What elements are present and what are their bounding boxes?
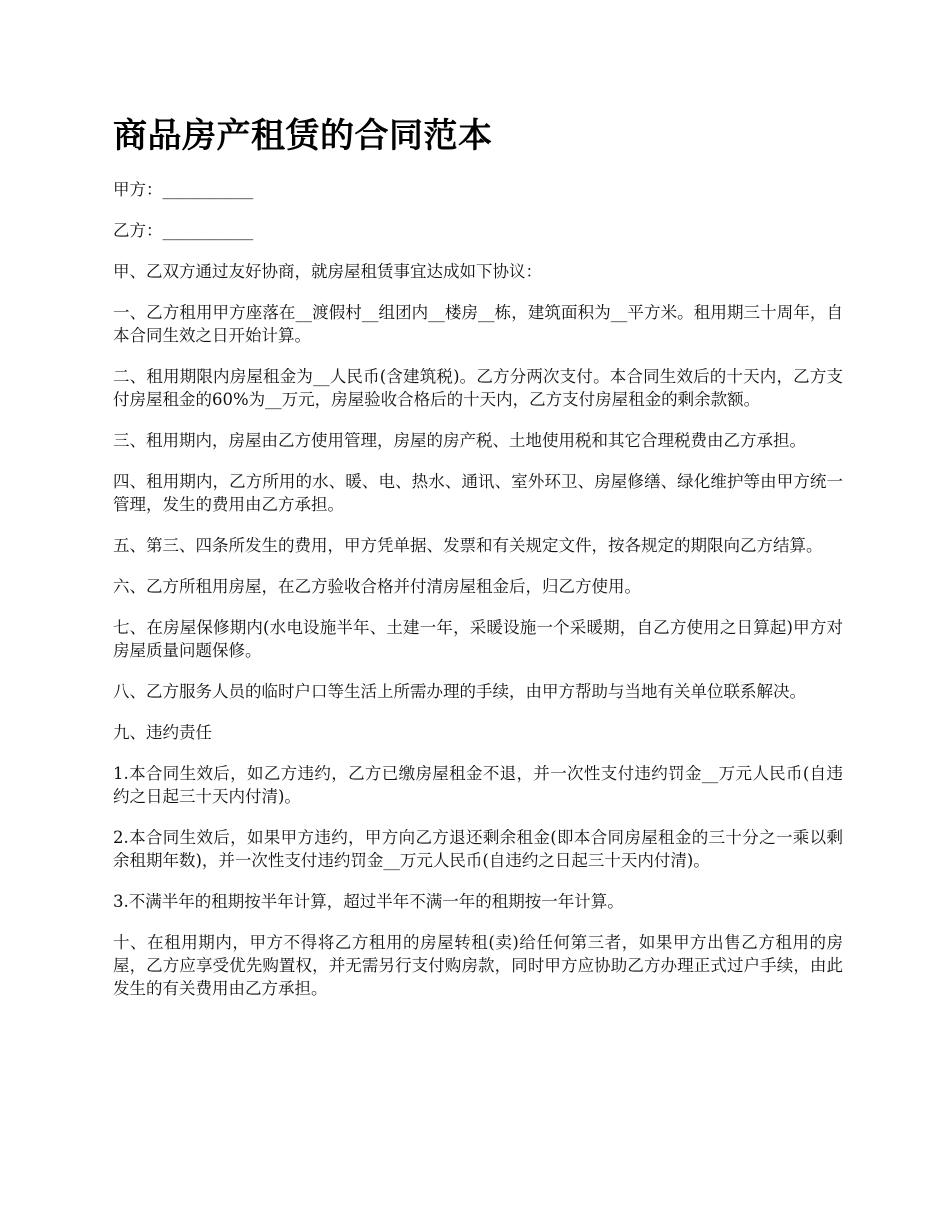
document-body bbox=[113, 178, 843, 1018]
preamble-paragraph: 甲、乙双方通过友好协商，就房屋租赁事宜达成如下协议： bbox=[113, 262, 542, 281]
clause-9-item-3: 3.不满半年的租期按半年计算，超过半年不满一年的租期按一年计算。 bbox=[113, 892, 624, 911]
clause-10: 十、在租用期内，甲方不得将乙方租用的房屋转租(卖)给任何第三者，如果甲方出售乙方租用的房屋，乙方应享受优先购置权，并无需另行支付购房款，同时甲方应协助乙方办理正式过户手续，由此发生的有关费用由乙方承担。 bbox=[113, 933, 843, 998]
clause-8: 八、乙方服务人员的临时户口等生活上所需办理的手续，由甲方帮助与当地有关单位联系解决。 bbox=[113, 682, 806, 701]
party-a-line: 甲方：___________ bbox=[113, 180, 254, 199]
clause-1: 一、乙方租用甲方座落在__渡假村__组团内__楼房__栋，建筑面积为__平方米。租用期三十周年，自本合同生效之日开始计算。 bbox=[113, 303, 843, 345]
clause-5: 五、第三、四条所发生的费用，甲方凭单据、发票和有关规定文件，按各规定的期限向乙方结算。 bbox=[113, 536, 823, 555]
clause-4: 四、租用期内，乙方所用的水、暖、电、热水、通讯、室外环卫、房屋修缮、绿化维护等由甲方统一管理，发生的费用由乙方承担。 bbox=[113, 472, 843, 514]
party-b-line: 乙方：___________ bbox=[113, 221, 254, 240]
clause-9-item-1: 1.本合同生效后，如乙方违约，乙方已缴房屋租金不退，并一次性支付违约罚金__万元人民币(自违约之日起三十天内付清)。 bbox=[113, 764, 843, 806]
clause-3: 三、租用期内，房屋由乙方使用管理，房屋的房产税、土地使用税和其它合理税费由乙方承担。 bbox=[113, 431, 806, 450]
clause-7: 七、在房屋保修期内(水电设施半年、土建一年，采暖设施一个采暖期，自乙方使用之日算起)甲方对房屋质量问题保修。 bbox=[113, 618, 843, 660]
clause-9-heading: 九、违约责任 bbox=[113, 723, 212, 742]
clause-6: 六、乙方所租用房屋，在乙方验收合格并付清房屋租金后，归乙方使用。 bbox=[113, 577, 641, 596]
clause-2: 二、租用期限内房屋租金为__人民币(含建筑税)。乙方分两次支付。本合同生效后的十天内，乙方支付房屋租金的60%为__万元，房屋验收合格后的十天内，乙方支付房屋租金的剩余款额。 bbox=[113, 367, 843, 409]
clause-9-item-2: 2.本合同生效后，如果甲方违约，甲方向乙方退还剩余租金(即本合同房屋租金的三十分之一乘以剩余租期年数)，并一次性支付违约罚金__万元人民币(自违约之日起三十天内付清)。 bbox=[113, 828, 843, 870]
document-title: 商品房产租赁的合同范本 bbox=[113, 116, 493, 156]
